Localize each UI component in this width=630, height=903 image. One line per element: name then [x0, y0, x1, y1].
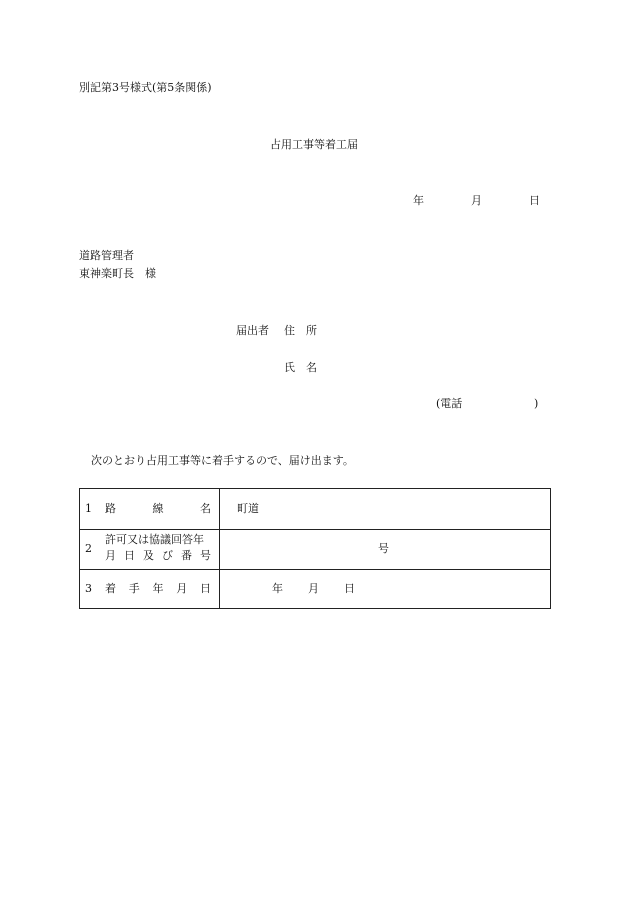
date-day: 日 [529, 194, 540, 207]
date-month: 月 [471, 194, 482, 207]
table-row [80, 489, 550, 530]
statement: 次のとおり占用工事等に着手するので、届け出ます。 [91, 454, 354, 467]
label-char: 年 [152, 582, 164, 595]
row-number: 1 [85, 502, 92, 515]
label-char: 名 [200, 502, 211, 515]
label-char: 月 [176, 582, 188, 595]
row-number: 3 [85, 582, 92, 595]
table-row [80, 529, 550, 570]
label-char: 日 [124, 549, 135, 562]
details-table [79, 488, 551, 609]
row-label [105, 503, 211, 514]
label-char: 番 [181, 549, 192, 562]
phone-open: (電話 [436, 397, 463, 410]
value-day: 日 [344, 582, 355, 595]
label-char: 月 [105, 549, 116, 562]
label-char: び [162, 549, 173, 562]
label-char: 号 [200, 549, 211, 562]
table-row [80, 569, 550, 608]
label-char: 着 [105, 582, 116, 595]
name-label: 氏 名 [284, 361, 317, 374]
recipient-name: 東神楽町長 様 [79, 267, 156, 280]
label-char: 路 [105, 502, 116, 515]
value-year: 年 [272, 582, 283, 595]
address-label: 住 所 [284, 324, 317, 337]
label-char: 手 [128, 582, 140, 595]
recipient-title: 道路管理者 [79, 249, 134, 262]
row-label [105, 583, 211, 594]
row-number: 2 [85, 542, 92, 555]
applicant-label: 届出者 [236, 324, 269, 337]
label-char: 線 [152, 502, 164, 515]
date-year: 年 [413, 194, 424, 207]
row-value: 町道 [237, 502, 259, 515]
value-month: 月 [308, 582, 319, 595]
document-title: 占用工事等着工届 [270, 138, 358, 151]
label-char: 日 [200, 582, 211, 595]
column-divider [219, 489, 220, 608]
row-label-line2 [105, 550, 211, 561]
form-reference: 別記第3号様式(第5条関係) [79, 81, 212, 94]
row-label-line1: 許可又は協議回答年 [105, 533, 204, 546]
label-char: 及 [143, 549, 154, 562]
row-value: 号 [378, 542, 389, 555]
phone-close: ) [534, 397, 539, 410]
